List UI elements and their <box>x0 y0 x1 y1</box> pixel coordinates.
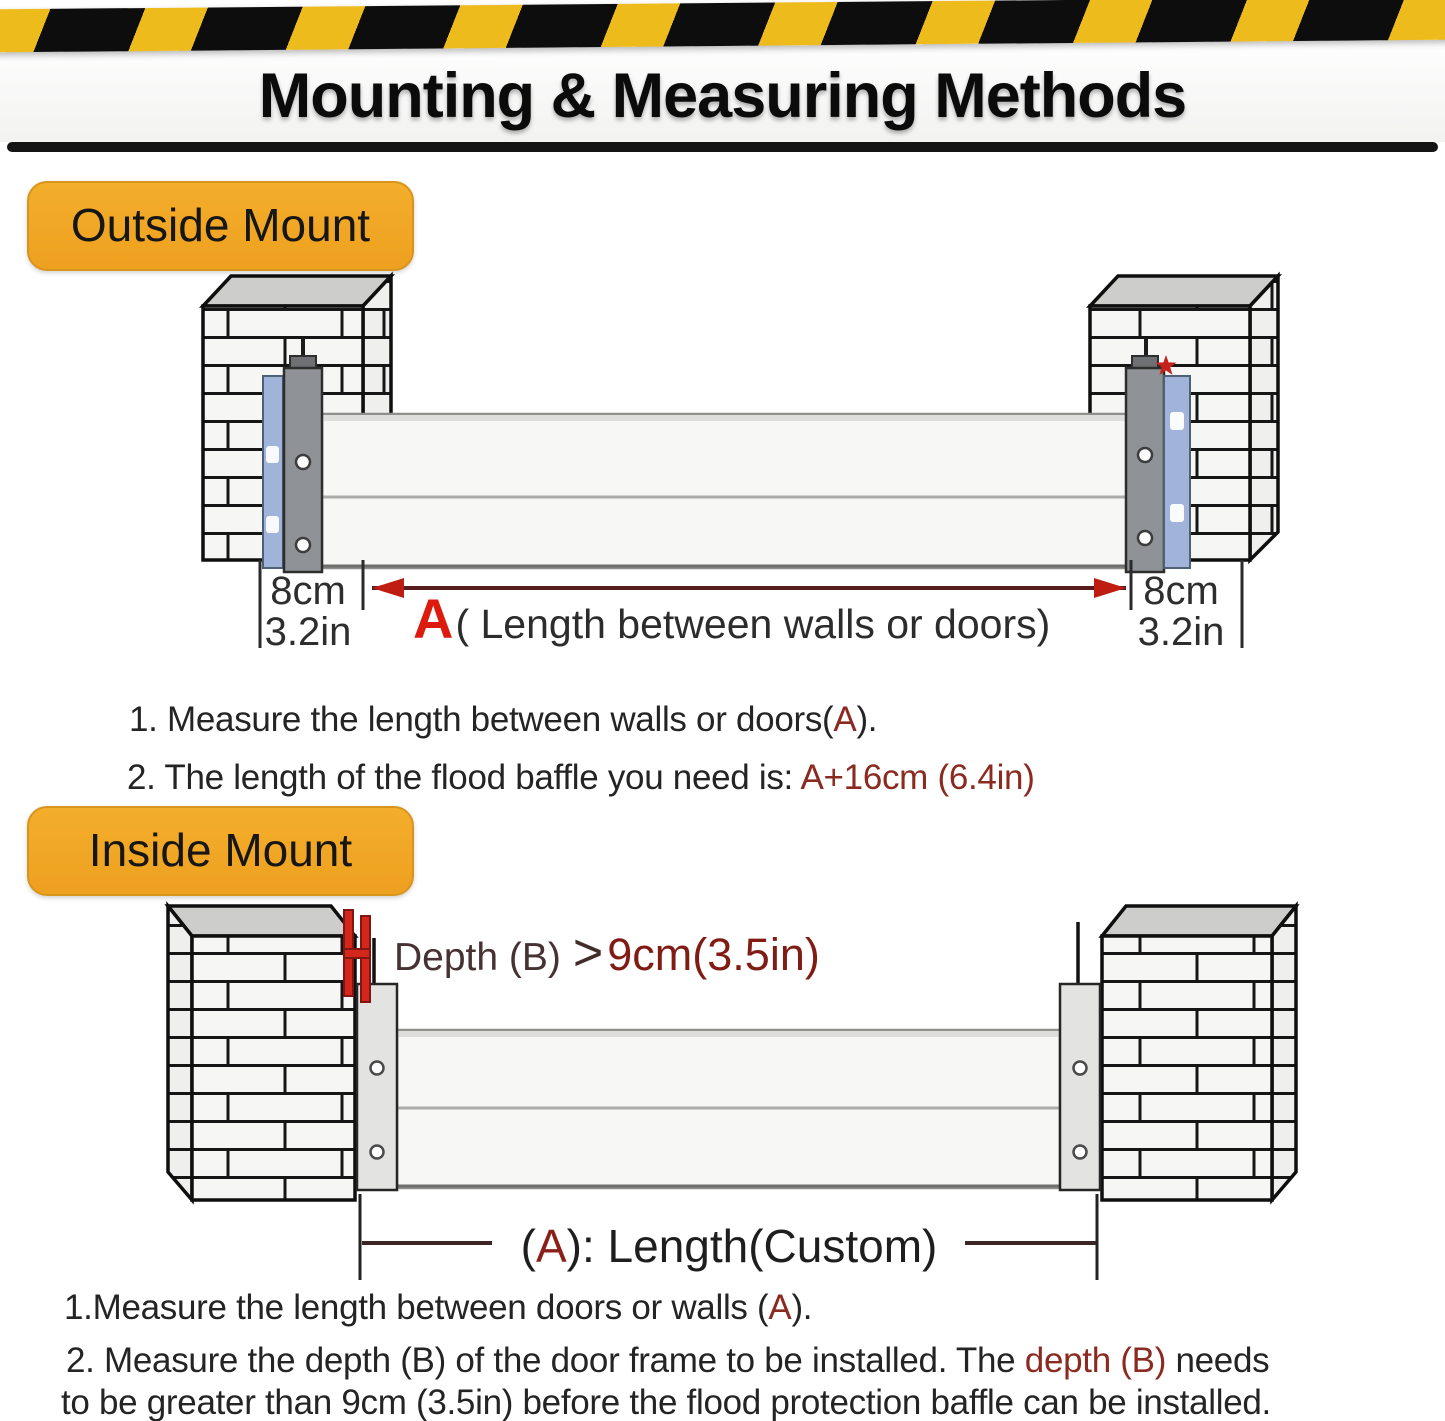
arrowhead-right <box>1094 578 1126 598</box>
inside-right-plate <box>1060 922 1100 1190</box>
plate-hole <box>1074 1062 1087 1075</box>
inside-dimensions <box>360 1194 1097 1280</box>
arrowhead-left <box>372 578 404 598</box>
outside-step-1 <box>129 700 877 740</box>
length-open: ( <box>520 1220 536 1272</box>
length-letter: A <box>535 1220 567 1272</box>
pillar-front-face <box>1102 936 1272 1200</box>
plate-hole <box>371 1146 384 1159</box>
channel-screw <box>266 516 279 533</box>
bracket-crossbar <box>344 949 370 958</box>
channel-screw <box>266 446 279 463</box>
plate-hole <box>1074 1146 1087 1159</box>
step-text: ). <box>791 1288 813 1327</box>
bar-hole <box>296 538 310 552</box>
pillar-top-face <box>168 906 355 936</box>
step-text: ). <box>856 700 878 739</box>
bar-hole <box>1138 531 1152 545</box>
span-letter: A <box>413 587 454 650</box>
baffle-top-edge <box>398 1031 1059 1037</box>
step-highlight: A <box>768 1288 792 1327</box>
channel-screw <box>1170 504 1184 522</box>
pillar-top-face <box>1102 906 1296 936</box>
step-highlight: depth (B) <box>1024 1341 1167 1380</box>
outside-baffle-panel <box>322 414 1128 568</box>
pillar-side-face <box>1250 276 1278 560</box>
pillar-front-face <box>192 936 355 1200</box>
inside-step-2-continued <box>61 1383 1271 1421</box>
pillar-top-face <box>1090 276 1278 306</box>
right-offset-in: 3.2in <box>1137 610 1225 654</box>
outside-mount-badge: Outside Mount <box>27 181 414 271</box>
inside-mount-diagram <box>168 906 1296 1280</box>
span-dimension-label <box>413 587 1050 650</box>
plate-hole <box>371 1062 384 1075</box>
inside-step-1 <box>64 1288 812 1328</box>
length-text: ): Length(Custom) <box>566 1220 938 1272</box>
length-label <box>521 1220 938 1272</box>
step-highlight: A <box>833 700 857 739</box>
outside-mount-diagram <box>203 276 1278 654</box>
baffle-top-edge <box>323 415 1127 421</box>
blue-channel <box>1164 376 1190 568</box>
pillar-side-face <box>168 906 192 1200</box>
step-text: needs <box>1166 1341 1270 1380</box>
step-text: 1. Measure the length between walls or doors( <box>129 700 834 739</box>
inside-step-2 <box>66 1341 1269 1381</box>
span-text: ( Length between walls or doors) <box>455 601 1051 647</box>
left-offset-in: 3.2in <box>264 610 352 654</box>
step-text: to be greater than 9cm (3.5in) before the flood protection baffle can be installed. <box>61 1383 1271 1421</box>
inside-mount-badge: Inside Mount <box>27 806 414 896</box>
greater-than-sign: > <box>572 924 604 982</box>
right-offset-cm: 8cm <box>1143 569 1219 613</box>
page-title: Mounting & Measuring Methods <box>258 61 1187 131</box>
step-text: 2. The length of the flood baffle you need is: <box>127 758 801 797</box>
step-text: 1.Measure the length between doors or walls ( <box>64 1288 769 1327</box>
depth-value: 9cm(3.5in) <box>607 929 820 980</box>
pillar-side-face <box>1272 906 1296 1200</box>
step-text: 2. Measure the depth (B) of the door frame to be installed. The <box>66 1341 1025 1380</box>
depth-label <box>394 924 820 982</box>
channel-screw <box>1170 412 1184 430</box>
outside-dimensions <box>260 560 1242 654</box>
step-highlight: A+16cm (6.4in) <box>800 758 1035 797</box>
baffle-panel <box>322 414 1128 568</box>
inside-left-pillar <box>168 906 355 1200</box>
outside-step-2 <box>127 758 1035 798</box>
blue-channel <box>263 376 283 568</box>
inside-right-pillar <box>1102 906 1296 1200</box>
depth-text: Depth (B) <box>394 936 561 979</box>
bar-hole <box>296 455 310 469</box>
bar-hole <box>1138 448 1152 462</box>
inside-baffle-panel <box>397 1030 1060 1188</box>
left-offset-cm: 8cm <box>270 569 346 613</box>
pillar-top-face <box>203 276 391 306</box>
